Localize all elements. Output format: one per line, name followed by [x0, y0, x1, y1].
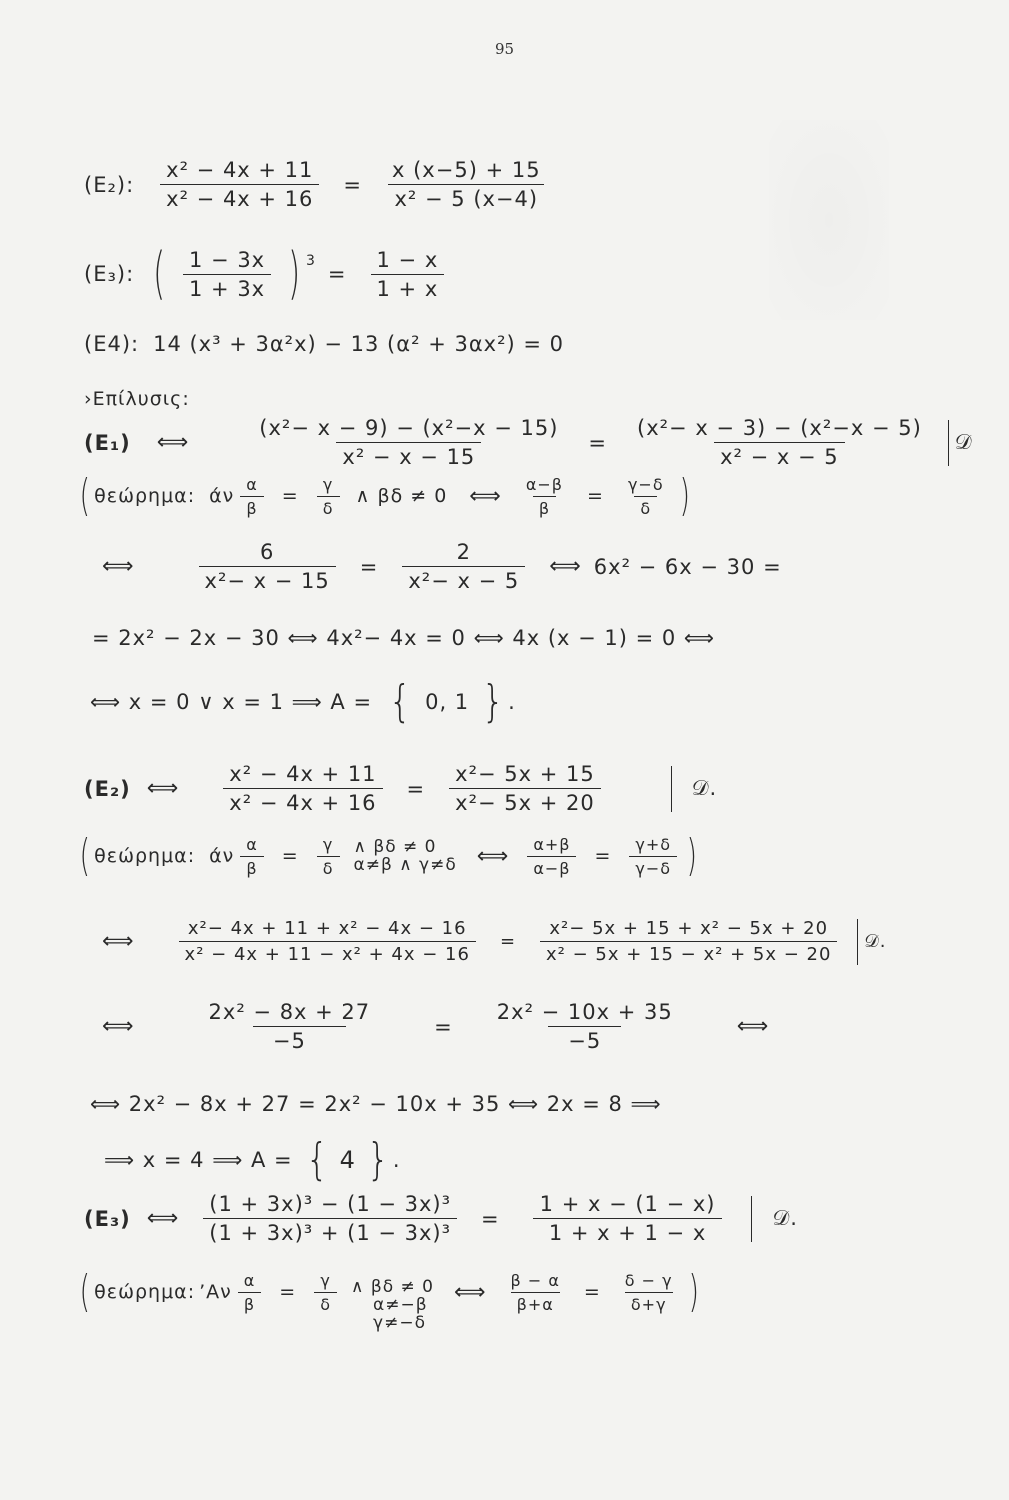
solution-e2-step-5 [104, 1134, 401, 1185]
solution-e2-step-4 [90, 1092, 662, 1116]
domain-bar [948, 420, 949, 466]
fraction [524, 1192, 732, 1245]
denominator: x² − 4x + 16 [160, 184, 319, 211]
fraction [179, 918, 476, 965]
equivalence-arrow: ⟺ [549, 554, 582, 579]
solution-set: 0, 1 [425, 690, 470, 714]
numerator: γ+δ [635, 834, 672, 854]
equals-sign: = [343, 172, 363, 197]
fraction [253, 416, 564, 469]
domain-bar [671, 766, 672, 812]
equals-sign: = [281, 845, 299, 867]
period: . [392, 1148, 401, 1172]
numerator: α [243, 1270, 256, 1290]
numerator: β − α [510, 1270, 560, 1290]
fraction [189, 1000, 411, 1053]
equation-label: (E₂) [84, 776, 131, 801]
denominator: β+α [511, 1292, 560, 1314]
condition-top: ∧ βδ ≠ 0 [353, 837, 437, 857]
close-paren: ) [688, 1266, 700, 1317]
fraction [622, 475, 670, 518]
numerator: α−β [525, 474, 564, 494]
numerator: (x²− x − 3) − (x²−x − 5) [637, 416, 922, 440]
numerator: 2 [456, 540, 471, 564]
equation-text: 14 (x³ + 3α²x) − 13 (α² + 3αx²) = 0 [153, 332, 565, 356]
equals-sign: = [279, 1281, 297, 1303]
denominator: δ [314, 1292, 337, 1314]
domain-mark: 𝒟. [772, 1206, 798, 1230]
condition: ∧ βδ ≠ 0 [355, 485, 448, 507]
numerator: γ [320, 1270, 331, 1290]
domain-mark: 𝒟. [691, 776, 718, 800]
close-brace: } [366, 1134, 390, 1185]
equals-sign: = [481, 1206, 500, 1231]
heading-text: ›Eπίλυσις: [84, 388, 190, 410]
numerator: x²− 5x + 15 [455, 762, 595, 786]
fraction [402, 540, 525, 593]
close-paren: ) [686, 830, 698, 881]
equivalence-arrow: ⟺ [102, 929, 135, 954]
period: . [508, 690, 516, 714]
close-paren: ) [288, 241, 301, 306]
denominator: x² − x − 15 [336, 442, 481, 469]
denominator: 1 + x + 1 − x [533, 1218, 722, 1245]
numerator: (1 + 3x)³ − (1 − 3x)³ [209, 1192, 452, 1216]
denominator: δ [634, 496, 657, 518]
fraction [371, 248, 445, 301]
step-text: = 2x² − 2x − 30 ⟺ 4x²− 4x = 0 ⟺ 4x (x − 1) = 0 ⟺ [92, 626, 716, 650]
exponent: 3 [305, 253, 316, 269]
fraction [477, 1000, 693, 1053]
denominator: x²− x − 15 [199, 566, 336, 593]
denominator: β [238, 1292, 261, 1314]
denominator: −5 [253, 1026, 346, 1053]
theorem-2 [76, 830, 701, 881]
theorem-word: θεώρημα: [94, 485, 196, 507]
open-paren: ( [79, 470, 91, 521]
theorem-word: θεώρημα: [94, 845, 196, 867]
step-text: ⟹ x = 4 ⟹ A = [104, 1148, 293, 1172]
domain-bar [857, 919, 858, 965]
denominator: β [240, 496, 263, 518]
step-tail: 6x² − 6x − 30 = [593, 554, 782, 579]
denominator: 1 + x [371, 274, 445, 301]
numerator: 1 − 3x [189, 247, 266, 272]
numerator: 1 − x [376, 247, 439, 272]
open-paren: ( [79, 1266, 91, 1317]
numerator: x² − 4x + 11 [229, 762, 377, 786]
open-brace: { [305, 1134, 329, 1185]
step-text: ⟺ 2x² − 8x + 27 = 2x² − 10x + 35 ⟺ 2x = 8 ⟹ [90, 1092, 662, 1116]
equivalence-arrow: ⟺ [102, 1014, 135, 1039]
theorem-word: θεώρημα: [94, 1281, 196, 1303]
numerator: x²− 5x + 15 + x² − 5x + 20 [549, 918, 829, 939]
solution-e1-step-2 [90, 540, 782, 593]
equals-sign: = [406, 776, 426, 801]
numerator: 1 + x − (1 − x) [539, 1192, 716, 1216]
denominator: 1 + 3x [183, 274, 271, 301]
open-paren: ( [79, 830, 91, 881]
numerator: x²− 4x + 11 + x² − 4x − 16 [187, 918, 467, 939]
numerator: α [246, 834, 258, 854]
fraction [317, 835, 340, 878]
domain-mark: 𝒟. [864, 931, 887, 952]
if-word: άν [209, 485, 235, 507]
equation-e3 [84, 241, 456, 306]
equivalence-arrow: ⟺ [156, 430, 190, 455]
open-brace: { [388, 676, 413, 727]
denominator: x² − 4x + 16 [223, 788, 382, 815]
equation-e2 [84, 158, 559, 211]
fraction [238, 1271, 262, 1314]
solution-e2-step-3 [90, 1000, 781, 1053]
equals-sign: = [583, 1281, 601, 1303]
step-text: ⟺ x = 0 ∨ x = 1 ⟹ A = [90, 690, 373, 714]
denominator: x² − 5 (x−4) [388, 184, 544, 211]
close-paren: ) [679, 470, 691, 521]
equals-sign: = [499, 931, 517, 952]
fraction [240, 835, 264, 878]
condition-stack [354, 838, 457, 874]
solution-set: 4 [339, 1146, 356, 1174]
numerator: α+β [533, 834, 571, 854]
equation-label: (E4): [84, 332, 140, 356]
equivalence-arrow: ⟺ [469, 483, 502, 509]
fraction [631, 416, 928, 469]
page-number: 95 [494, 40, 515, 58]
condition-1: ∧ βδ ≠ 0 [351, 1277, 434, 1297]
solution-e2 [84, 762, 717, 815]
equation-e4 [84, 332, 564, 356]
fraction [203, 1192, 457, 1245]
equation-label: (E₂): [84, 172, 135, 197]
equivalence-arrow: ⟺ [146, 776, 180, 801]
fraction [160, 158, 319, 211]
numerator: x² − 4x + 11 [166, 158, 314, 182]
numerator: 2x² − 10x + 35 [496, 1000, 673, 1024]
fraction [386, 158, 547, 211]
equivalence-arrow: ⟺ [453, 1279, 487, 1305]
numerator: α [246, 474, 258, 494]
equation-label: (E₃) [84, 1206, 131, 1231]
fraction [317, 475, 340, 518]
fraction [629, 835, 677, 878]
fraction [199, 540, 336, 593]
open-paren: ( [153, 241, 166, 306]
numerator: (x²− x − 9) − (x²−x − 15) [259, 416, 559, 440]
numerator: x (x−5) + 15 [392, 158, 541, 182]
fraction [540, 918, 837, 965]
solution-e1-step-3 [92, 626, 715, 650]
numerator: γ−δ [627, 474, 664, 494]
numerator: γ [322, 474, 334, 494]
denominator: x² − 4x + 11 − x² + 4x − 16 [179, 941, 476, 965]
solution-e1-step-4 [90, 676, 516, 727]
if-word: ’Αν [199, 1281, 232, 1303]
denominator: β [533, 496, 556, 518]
equals-sign: = [434, 1014, 453, 1039]
equivalence-arrow: ⟺ [102, 554, 135, 579]
denominator: α−β [527, 856, 576, 878]
fraction [183, 248, 271, 301]
numerator: γ [322, 834, 334, 854]
solution-e1 [84, 416, 973, 469]
solutions-heading [84, 388, 190, 410]
equivalence-arrow: ⟺ [736, 1014, 770, 1039]
close-brace: } [482, 676, 506, 727]
fraction [240, 475, 264, 518]
denominator: β [240, 856, 263, 878]
equals-sign: = [588, 430, 608, 455]
fraction [527, 835, 576, 878]
numerator: 2x² − 8x + 27 [208, 1000, 371, 1024]
equals-sign: = [359, 554, 379, 579]
denominator: γ−δ [629, 856, 677, 878]
solution-e3 [84, 1192, 798, 1245]
domain-mark: 𝒟 [954, 430, 973, 454]
fraction [223, 762, 382, 815]
fraction [520, 475, 569, 518]
denominator: δ [317, 496, 340, 518]
denominator: δ [317, 856, 340, 878]
condition-bottom: α≠β ∧ γ≠δ [353, 855, 457, 875]
denominator: x² − 5x + 15 − x² + 5x − 20 [540, 941, 837, 965]
condition-stack [351, 1278, 434, 1332]
domain-bar [751, 1196, 752, 1242]
equation-label: (E₁) [84, 430, 131, 455]
condition-3: γ≠−δ [373, 1313, 426, 1333]
equation-label: (E₃): [84, 262, 135, 286]
fraction [505, 1271, 566, 1314]
theorem-3 [76, 1252, 703, 1332]
equivalence-arrow: ⟺ [146, 1206, 180, 1231]
fraction [619, 1271, 679, 1314]
equivalence-arrow: ⟺ [476, 843, 510, 869]
equals-sign: = [587, 485, 604, 507]
equals-sign: = [594, 845, 612, 867]
equals-sign: = [281, 485, 299, 507]
theorem-1 [76, 470, 694, 521]
denominator: δ+γ [625, 1292, 673, 1314]
page-smudge [769, 120, 889, 320]
if-word: άν [209, 845, 235, 867]
fraction [449, 762, 601, 815]
numerator: δ − γ [624, 1270, 673, 1290]
numerator: 6 [259, 540, 275, 564]
denominator: −5 [548, 1026, 621, 1053]
denominator: x²− x − 5 [402, 566, 525, 593]
equals-sign: = [327, 262, 347, 286]
denominator: (1 + 3x)³ + (1 − 3x)³ [203, 1218, 457, 1245]
solution-e2-step-2 [90, 918, 887, 965]
denominator: x²− 5x + 20 [449, 788, 601, 815]
fraction [314, 1271, 337, 1314]
condition-2: α≠−β [373, 1295, 428, 1315]
denominator: x² − x − 5 [714, 442, 845, 469]
